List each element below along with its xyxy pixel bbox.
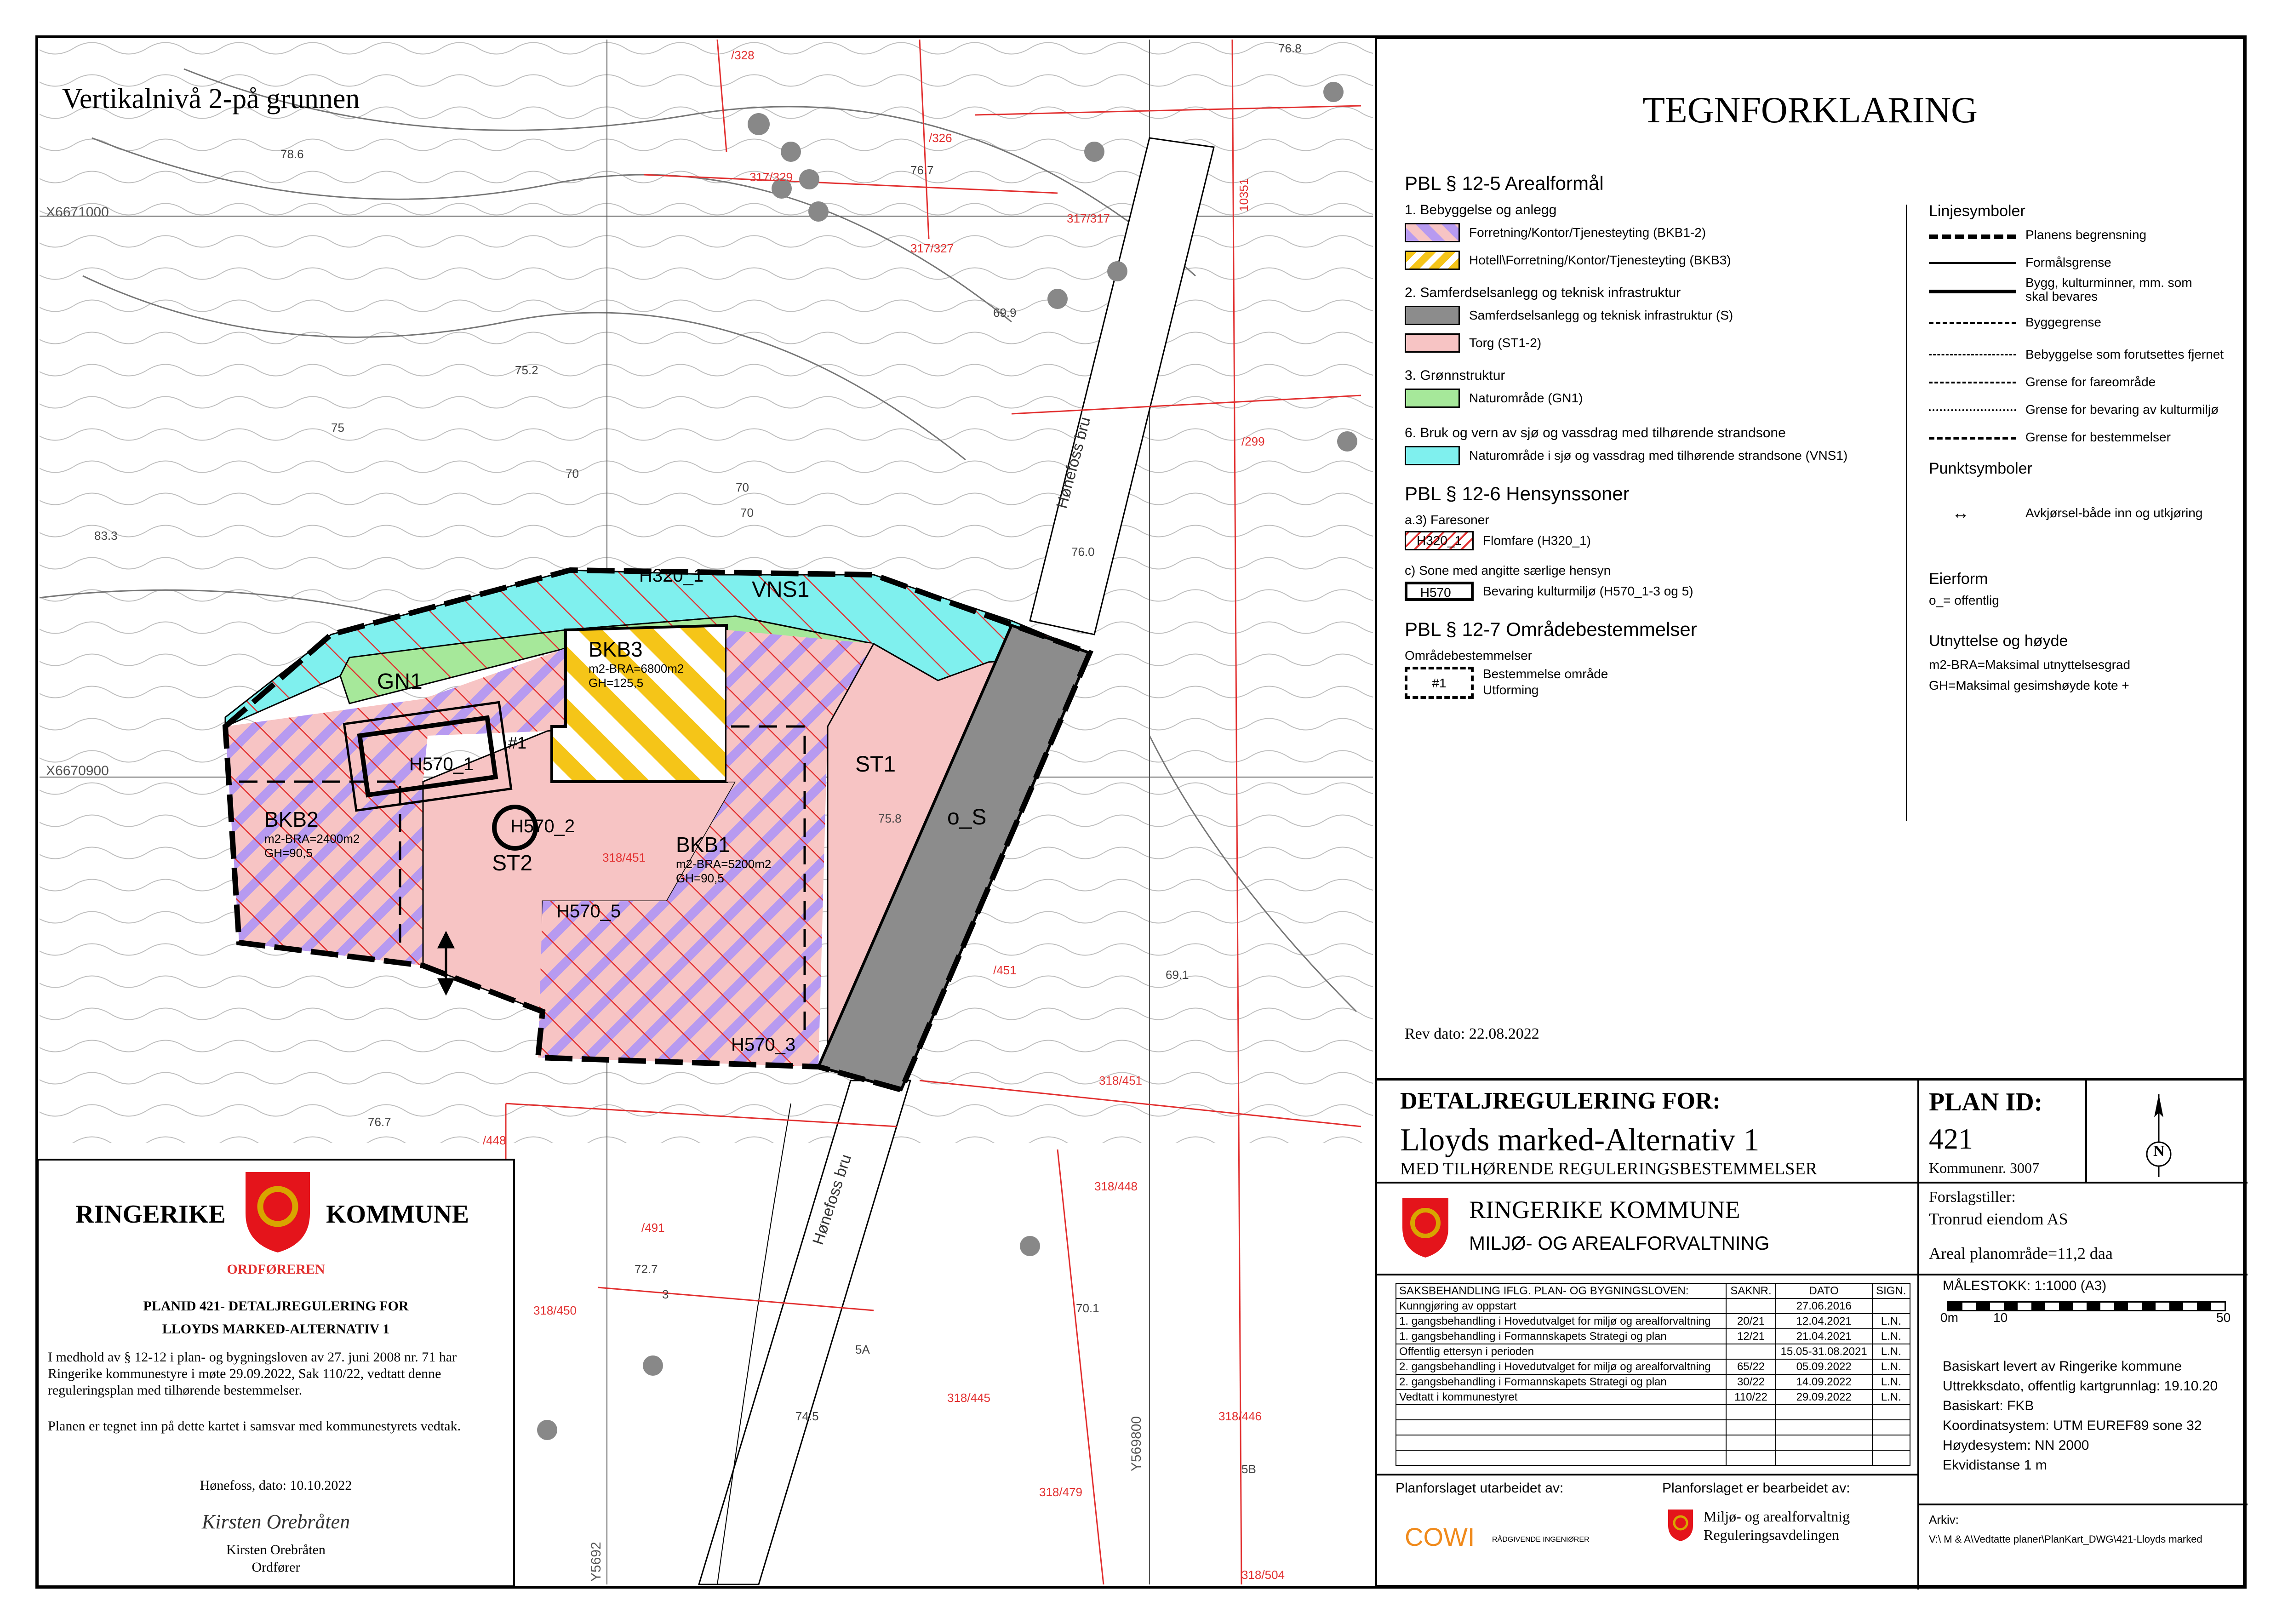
- parcel-label: 318/451: [1099, 1074, 1142, 1087]
- tb-divider: [1917, 1081, 1919, 1182]
- label-st1: ST1: [855, 752, 896, 777]
- table-row: [1396, 1420, 1910, 1435]
- stamp-signature: Kirsten Orebråten: [201, 1510, 350, 1533]
- parcel-label: 317/327: [910, 241, 954, 255]
- height-label: 75: [331, 421, 344, 435]
- tb-basis-line: Ekvidistanse 1 m: [1943, 1458, 2047, 1473]
- coord-x2: X6670900: [46, 763, 109, 778]
- legend-eierform: Eierform: [1929, 570, 1988, 588]
- parcel-label: 318/479: [1039, 1485, 1082, 1499]
- legend-rev: Rev dato: 22.08.2022: [1405, 1025, 1539, 1042]
- legend-cat6: 6. Bruk og vern av sjø og vassdrag med tilhørende strandsone: [1405, 425, 1786, 440]
- parcel-label: 10351: [1237, 178, 1251, 212]
- tb-basis-line: Høydesystem: NN 2000: [1943, 1438, 2089, 1453]
- legend-omr: Områdebestemmelser: [1405, 648, 1532, 663]
- swatch-vns: [1405, 446, 1460, 465]
- legend-punktsymboler: Punktsymboler: [1929, 460, 2032, 477]
- parcel-label: 318/451: [602, 851, 646, 864]
- tb-bearbeidet-2: Reguleringsavdelingen: [1704, 1527, 1840, 1543]
- swatch-bkb12: [1405, 223, 1460, 242]
- legend-omr-t2: Utforming: [1483, 683, 1539, 697]
- table-cell: 110/22: [1726, 1390, 1775, 1405]
- legend-pbl127: PBL § 12-7 Områdebestemmelser: [1405, 618, 1697, 640]
- height-label: 69.9: [993, 306, 1017, 320]
- line-kulturmiljo: [1929, 409, 2016, 411]
- legend-line-3: Byggegrense: [2025, 315, 2102, 329]
- table-cell: 12.04.2021: [1776, 1314, 1872, 1329]
- tb-basis-line: Basiskart: FKB: [1943, 1398, 2034, 1413]
- height-label: 5B: [1241, 1462, 1256, 1476]
- parcel-label: 317/317: [1067, 212, 1110, 225]
- height-label: 70.1: [1076, 1301, 1099, 1315]
- th-sign: SIGN.: [1872, 1283, 1910, 1298]
- table-cell: 20/21: [1726, 1314, 1775, 1329]
- tb-areal: Areal planområde=11,2 daa: [1929, 1244, 2113, 1263]
- table-cell: 12/21: [1726, 1329, 1775, 1344]
- tb-sub: MED TILHØRENDE REGULERINGSBESTEMMELSER: [1400, 1159, 1818, 1178]
- scale-tick-50: 50: [2216, 1310, 2231, 1325]
- legend-utnyttelse: Utnyttelse og høyde: [1929, 632, 2068, 650]
- cowi-sub: RÅDGIVENDE INGENIØRER: [1492, 1536, 1590, 1544]
- legend-item-s: Samferdselsanlegg og teknisk infrastruktur (S): [1469, 308, 1733, 322]
- table-row: [1396, 1390, 1910, 1405]
- legend-pbl125: PBL § 12-5 Arealformål: [1405, 172, 1604, 194]
- label-marker-1: #1: [508, 733, 527, 752]
- tb-plan-id-label: PLAN ID:: [1929, 1088, 2043, 1116]
- height-label: 78.6: [280, 147, 304, 161]
- tb-kommunenr: Kommunenr. 3007: [1929, 1160, 2039, 1176]
- table-cell: 1. gangsbehandling i Hovedutvalget for miljø og arealforvaltning: [1396, 1314, 1726, 1329]
- table-header: [1396, 1283, 1910, 1298]
- label-gn1: GN1: [377, 669, 423, 694]
- scale-tick-0: 0m: [1940, 1310, 1958, 1325]
- legend-item-st: Torg (ST1-2): [1469, 336, 1542, 350]
- parcel-label: /451: [993, 963, 1017, 977]
- label-h320: H320_1: [639, 566, 704, 586]
- north-label: N: [2153, 1143, 2165, 1160]
- height-label: 5A: [855, 1343, 870, 1356]
- table-cell: L.N.: [1872, 1329, 1910, 1344]
- road-label-south: Hønefoss bru: [809, 1152, 855, 1247]
- table-cell: [1396, 1420, 1726, 1435]
- tb-bearbeidet-label: Planforslaget er bearbeidet av:: [1662, 1481, 1850, 1496]
- line-fjernet: [1929, 354, 2016, 355]
- coat-of-arms-icon: [1400, 1195, 1451, 1260]
- height-label: 76.7: [910, 163, 934, 177]
- label-bkb1: BKB1 m2-BRA=5200m2 GH=90,5: [676, 833, 772, 885]
- tb-utarbeidet-label: Planforslaget utarbeidet av:: [1396, 1481, 1564, 1496]
- table-cell: 2. gangsbehandling i Hovedutvalget for miljø og arealforvaltning: [1396, 1359, 1726, 1374]
- height-label: 76.7: [368, 1115, 391, 1129]
- th-saks: SAKSBEHANDLING IFLG. PLAN- OG BYGNINGSLOVEN:: [1396, 1283, 1726, 1298]
- swatch-omr: #1: [1405, 667, 1474, 699]
- table-cell: [1726, 1298, 1775, 1314]
- table-cell: [1396, 1405, 1726, 1420]
- height-label: 74.5: [795, 1409, 819, 1423]
- table-cell: 1. gangsbehandling i Formannskapets Strategi og plan: [1396, 1329, 1726, 1344]
- table-cell: [1776, 1450, 1872, 1465]
- tb-kommune: RINGERIKE KOMMUNE: [1469, 1196, 1740, 1224]
- coord-x1: X6671000: [46, 205, 109, 220]
- tb-hline: [1377, 1474, 1918, 1475]
- legend-divider: [1906, 205, 1907, 821]
- label-h570-1: H570_1: [409, 754, 474, 774]
- tb-avdeling: MILJØ- OG AREALFORVALTNING: [1469, 1232, 1770, 1254]
- legend-line-4: Bebyggelse som forutsettes fjernet: [2025, 347, 2224, 361]
- title-block: [1375, 1078, 2245, 1587]
- table-cell: [1872, 1450, 1910, 1465]
- height-label: 75.2: [515, 363, 538, 377]
- table-cell: Vedtatt i kommunestyret: [1396, 1390, 1726, 1405]
- swatch-h570: H570_: [1405, 582, 1474, 601]
- label-h570-2: H570_2: [510, 816, 575, 836]
- table-cell: [1396, 1450, 1726, 1465]
- legend-h320: Flomfare (H320_1): [1483, 533, 1591, 548]
- height-label: 75.8: [878, 812, 902, 825]
- table-cell: 14.09.2022: [1776, 1374, 1872, 1390]
- table-row: [1396, 1314, 1910, 1329]
- line-formal: [1929, 262, 2016, 264]
- table-cell: L.N.: [1872, 1390, 1910, 1405]
- parcel-label: 318/504: [1241, 1568, 1285, 1582]
- processing-table: [1396, 1283, 1910, 1466]
- table-row: [1396, 1374, 1910, 1390]
- table-row: [1396, 1298, 1910, 1314]
- approval-stamp: [37, 1159, 515, 1587]
- legend-title: TEGNFORKLARING: [1642, 90, 1978, 131]
- th-dato: DATO: [1776, 1283, 1872, 1298]
- tb-hline: [1377, 1274, 1918, 1275]
- legend-item-bkb12: Forretning/Kontor/Tjenesteyting (BKB1-2): [1469, 225, 1706, 240]
- legend-item-bkb3: Hotell\Forretning/Kontor/Tjenesteyting (BKB3): [1469, 253, 1731, 267]
- line-bevares: [1929, 290, 2016, 293]
- tb-hline: [1917, 1504, 2248, 1505]
- height-label: 76.8: [1278, 41, 1302, 55]
- tb-forslagstiller-label: Forslagstiller:: [1929, 1189, 2016, 1206]
- table-cell: 29.09.2022: [1776, 1390, 1872, 1405]
- height-label: 72.7: [635, 1262, 658, 1276]
- stamp-body-2: Planen er tegnet inn på dette kartet i samsvar med kommunestyrets vedtak.: [48, 1418, 461, 1434]
- north-arrow-icon: [2122, 1090, 2196, 1182]
- label-bkb3: BKB3 m2-BRA=6800m2 GH=125,5: [589, 637, 684, 690]
- tb-basis-line: Uttrekksdato, offentlig kartgrunnlag: 19.10.20: [1943, 1378, 2218, 1394]
- legend-item-vns: Naturområde i sjø og vassdrag med tilhørende strandsone (VNS1): [1469, 448, 1848, 463]
- table-cell: [1726, 1405, 1775, 1420]
- height-label: 76.0: [1071, 545, 1095, 559]
- coat-of-arms-small-icon: [1667, 1508, 1694, 1543]
- table-cell: L.N.: [1872, 1374, 1910, 1390]
- tb-basis: [1943, 1356, 2218, 1475]
- legend-a3: a.3) Faresoner: [1405, 513, 1489, 527]
- legend-linjesymboler: Linjesymboler: [1929, 202, 2025, 220]
- legend-c-sone: c) Sone med angitte særlige hensyn: [1405, 563, 1611, 578]
- table-row: [1396, 1344, 1910, 1359]
- table-cell: 2. gangsbehandling i Formannskapets Strategi og plan: [1396, 1374, 1726, 1390]
- label-h570-5: H570_5: [556, 901, 621, 921]
- table-row: [1396, 1435, 1910, 1450]
- table-cell: 65/22: [1726, 1359, 1775, 1374]
- tb-bearbeidet-1: Miljø- og arealforvaltnig: [1704, 1508, 1850, 1525]
- table-cell: [1872, 1298, 1910, 1314]
- table-row: [1396, 1359, 1910, 1374]
- legend-line-5: Grense for fareområde: [2025, 375, 2156, 389]
- label-vns1: VNS1: [752, 578, 810, 602]
- legend-pbl126: PBL § 12-6 Hensynssoner: [1405, 483, 1630, 504]
- table-cell: [1396, 1435, 1726, 1450]
- legend-cat1: 1. Bebyggelse og anlegg: [1405, 202, 1557, 217]
- table-cell: Kunngjøring av oppstart: [1396, 1298, 1726, 1314]
- line-bestemmelser: [1929, 437, 2016, 440]
- coord-y2: Y5692: [589, 1542, 604, 1582]
- legend-utn2: GH=Maksimal gesimshøyde kote +: [1929, 678, 2129, 692]
- tb-arkiv: V:\ M & A\Vedtatte planer\PlanKart_DWG\421-Lloyds marked: [1929, 1533, 2202, 1545]
- stamp-role: Ordfører: [252, 1560, 300, 1575]
- coord-y1: Y569800: [1129, 1416, 1144, 1471]
- swatch-bkb3: [1405, 251, 1460, 270]
- table-cell: 05.09.2022: [1776, 1359, 1872, 1374]
- legend-omr-t1: Bestemmelse område: [1483, 667, 1608, 681]
- table-cell: [1872, 1420, 1910, 1435]
- legend-cat3: 3. Grønnstruktur: [1405, 368, 1505, 383]
- height-label: 83.3: [94, 529, 118, 543]
- table-cell: [1726, 1435, 1775, 1450]
- tb-divider: [1917, 1182, 1919, 1590]
- tb-malestokk: MÅLESTOKK: 1:1000 (A3): [1943, 1278, 2107, 1293]
- legend-line-0: Planens begrensning: [2025, 228, 2147, 242]
- parcel-label: 318/445: [947, 1391, 990, 1405]
- stamp-kommune-left: RINGERIKE: [75, 1200, 226, 1229]
- parcel-label: /299: [1241, 435, 1265, 448]
- tb-basis-line: Koordinatsystem: UTM EUREF89 sone 32: [1943, 1418, 2202, 1433]
- swatch-s: [1405, 306, 1460, 325]
- stamp-signer: Kirsten Orebråten: [226, 1542, 326, 1557]
- table-row: [1396, 1405, 1910, 1420]
- table-cell: [1776, 1405, 1872, 1420]
- table-cell: L.N.: [1872, 1359, 1910, 1374]
- table-cell: [1726, 1450, 1775, 1465]
- parcel-label: /328: [731, 48, 755, 62]
- th-saknr: SAKNR.: [1726, 1283, 1775, 1298]
- table-cell: 27.06.2016: [1776, 1298, 1872, 1314]
- coat-of-arms-stamp-icon: [243, 1170, 312, 1257]
- legend-line-1: Formålsgrense: [2025, 255, 2111, 269]
- legend-avkjorsel: Avkjørsel-både inn og utkjøring: [2025, 506, 2203, 520]
- legend-line-7: Grense for bestemmelser: [2025, 430, 2171, 444]
- table-cell: 21.04.2021: [1776, 1329, 1872, 1344]
- stamp-head-1: PLANID 421- DETALJREGULERING FOR: [143, 1298, 409, 1314]
- tb-detalj: DETALJREGULERING FOR:: [1400, 1088, 1721, 1114]
- parcel-label: /326: [929, 131, 952, 145]
- table-cell: 30/22: [1726, 1374, 1775, 1390]
- swatch-h320: H320_1: [1405, 531, 1474, 550]
- label-bkb2: BKB2 m2-BRA=2400m2 GH=90,5: [264, 807, 360, 860]
- stamp-body-1: I medhold av § 12-12 i plan- og bygningsloven av 27. juni 2008 nr. 71 har Ringerike kommunestyre i møte 29.09.2022, Sak 110/22, vedtatt denne reguleringsplan med tilhørende bestemmelser.: [48, 1350, 457, 1398]
- cowi-logo: COWI: [1405, 1522, 1475, 1551]
- stamp-place-date: Hønefoss, dato: 10.10.2022: [200, 1478, 352, 1493]
- height-label: 3: [662, 1287, 669, 1301]
- tb-divider: [2085, 1081, 2087, 1182]
- table-cell: Offentlig ettersyn i perioden: [1396, 1344, 1726, 1359]
- label-st2: ST2: [492, 851, 533, 875]
- height-label: 70: [566, 467, 579, 480]
- table-cell: [1776, 1420, 1872, 1435]
- table-cell: [1776, 1435, 1872, 1450]
- height-label: 70: [736, 480, 749, 494]
- line-plan-boundary: [1929, 234, 2016, 239]
- swatch-gn: [1405, 389, 1460, 408]
- legend-item-gn: Naturområde (GN1): [1469, 391, 1583, 405]
- arrow-both-icon: ↔: [1952, 503, 1969, 523]
- vertical-level-label: Vertikalnivå 2-på grunnen: [62, 83, 360, 114]
- legend-cat2: 2. Samferdselsanlegg og teknisk infrastruktur: [1405, 285, 1681, 300]
- legend-h570: Bevaring kulturmiljø (H570_1-3 og 5): [1483, 584, 1693, 598]
- table-cell: [1726, 1344, 1775, 1359]
- tb-forslagstiller: Tronrud eiendom AS: [1929, 1210, 2068, 1228]
- height-label: 69.1: [1166, 968, 1189, 982]
- parcel-label: 318/446: [1218, 1409, 1262, 1423]
- height-label: 70: [740, 506, 754, 520]
- parcel-label: /491: [641, 1221, 665, 1235]
- table-row: [1396, 1329, 1910, 1344]
- line-byggegrense: [1929, 322, 2016, 324]
- table-cell: [1872, 1435, 1910, 1450]
- stamp-head-2: LLOYDS MARKED-ALTERNATIV 1: [162, 1321, 390, 1337]
- scale-bar: [1947, 1301, 2226, 1311]
- legend-panel: [1375, 37, 2245, 1081]
- tb-plan-name: Lloyds marked-Alternativ 1: [1400, 1122, 1760, 1158]
- road-label-north: Hønefoss bru: [1053, 415, 1094, 510]
- tb-hline: [1377, 1182, 2248, 1184]
- swatch-st: [1405, 333, 1460, 353]
- parcel-label: 318/450: [533, 1304, 577, 1317]
- parcel-label: 317/329: [749, 170, 793, 184]
- table-row: [1396, 1450, 1910, 1465]
- label-h570-3: H570_3: [731, 1035, 796, 1055]
- legend-utn1: m2-BRA=Maksimal utnyttelsesgrad: [1929, 658, 2131, 672]
- parcel-label: 318/448: [1094, 1179, 1138, 1193]
- table-cell: L.N.: [1872, 1344, 1910, 1359]
- tb-plan-id: 421: [1929, 1122, 1973, 1155]
- scale-tick-10: 10: [1993, 1310, 2008, 1325]
- tb-hline: [1917, 1274, 2248, 1275]
- table-cell: [1872, 1405, 1910, 1420]
- legend-line-6: Grense for bevaring av kulturmiljø: [2025, 402, 2219, 417]
- tb-arkiv-label: Arkiv:: [1929, 1513, 1959, 1527]
- legend-line-2: Bygg, kulturminner, mm. som skal bevares: [2025, 275, 2192, 303]
- table-cell: 15.05-31.08.2021: [1776, 1344, 1872, 1359]
- tb-basis-line: Basiskart levert av Ringerike kommune: [1943, 1359, 2182, 1374]
- stamp-ordforeren: ORDFØREREN: [227, 1262, 325, 1277]
- parcel-label: /448: [483, 1133, 506, 1147]
- stamp-kommune-right: KOMMUNE: [326, 1200, 469, 1229]
- table-cell: L.N.: [1872, 1314, 1910, 1329]
- line-fareomrade: [1929, 382, 2016, 383]
- legend-eierform-v: o_= offentlig: [1929, 593, 1999, 607]
- label-o-s: o_S: [947, 805, 987, 829]
- table-cell: [1726, 1420, 1775, 1435]
